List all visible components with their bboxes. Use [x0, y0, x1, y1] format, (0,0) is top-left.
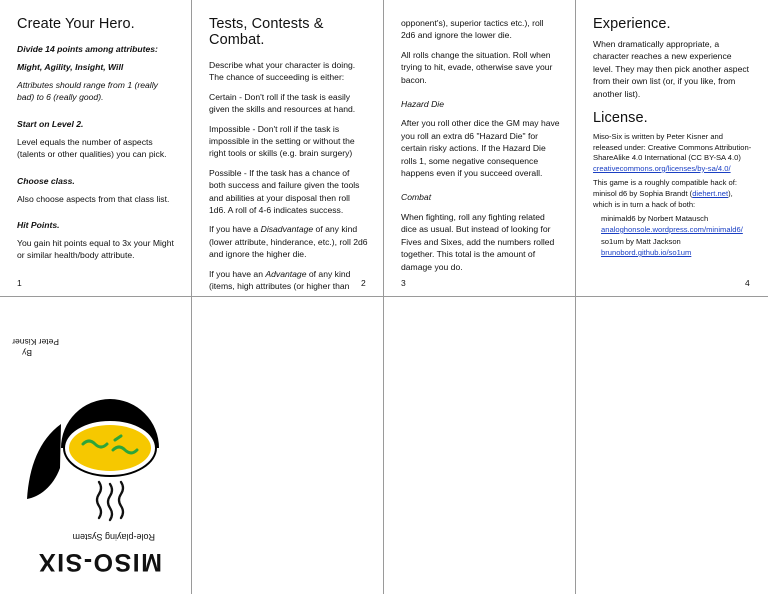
cover-title: MISO-SIX	[37, 548, 162, 576]
subheading: Hazard Die	[401, 99, 444, 110]
minimald6-link[interactable]: analoghonsole.wordpress.com/minimald6/	[601, 224, 743, 234]
paragraph: Impossible - Don't roll if the task is impossible in the setting or without the right tools or skills (e.g. brain surgery)	[209, 123, 355, 159]
license-text: Miso-Six is written by Peter Kisner and released under: Creative Commons Attribution-ShareAlike 4.0 International (CC BY-SA 4.0) creativecommons.org/licenses/by-sa/4.0/	[593, 132, 752, 173]
paragraph: When dramatically appropriate, a character reaches a new experience level. They may then pick another aspect from their own list (or, if you like, from another list).	[593, 39, 750, 99]
license-link[interactable]: creativecommons.org/licenses/by-sa/4.0/	[593, 163, 731, 173]
cover-subtitle: Role-playing System	[72, 532, 155, 542]
paragraph: Possible - If the task has a chance of both success and failure given the tools and abilities at your disposal then roll 1d6. A roll of 4-6 indicates success.	[209, 167, 360, 216]
paragraph: When fighting, roll any fighting related dice as usual. But instead of looking for Fives and Sixes, add the numbers rolled together. This total is the amount of damage you do.	[401, 211, 555, 272]
paragraph: Certain - Don't roll if the task is easily given the skills and resources at hand.	[209, 91, 356, 115]
panel-experience-license	[576, 0, 768, 296]
paragraph: Level equals the number of aspects (talents or other qualities) you can pick.	[17, 136, 167, 160]
subheading: Start on Level 2.	[17, 118, 84, 129]
page-number: 4	[745, 278, 750, 288]
page-number: 3	[401, 278, 406, 288]
diehert-link[interactable]: diehert.net	[692, 189, 729, 198]
paragraph: After you roll other dice the GM may have you roll an extra d6 "Hazard Die" for certain risky actions. If the Hazard Die rolls 1, some negative consequence happens even if you succeed overall.	[401, 118, 560, 179]
cover-panel	[0, 297, 192, 594]
paragraph: Attributes should range from 1 (really bad) to 6 (really good).	[17, 80, 158, 103]
paragraph: If you have an Advantage of any kind (items, high attributes (or higher than	[209, 268, 351, 292]
panel-heading: Experience.	[593, 16, 671, 32]
so1um-link[interactable]: brunobord.github.io/so1um	[601, 247, 692, 257]
credit-item: so1um by Matt Jackson brunobord.github.io/so1um	[601, 237, 692, 257]
attribute-list: Might, Agility, Insight, Will	[17, 62, 124, 72]
page-number: 2	[361, 278, 366, 288]
panel-heading: Tests, Contests & Combat.	[209, 16, 324, 48]
panel-heading: Create Your Hero.	[17, 16, 135, 32]
subheading: Hit Points.	[17, 220, 60, 231]
subheading: Combat	[401, 192, 432, 203]
author-name: Peter Kisner	[12, 337, 59, 347]
subheading: Divide 14 points among attributes:	[17, 44, 158, 54]
byline: By	[22, 348, 32, 358]
miso-bowl-icon	[25, 382, 165, 522]
paragraph: All rolls change the situation. Roll when trying to hit, evade, otherwise save your bacon.	[401, 49, 553, 85]
paragraph: Also choose aspects from that class list.	[17, 193, 170, 204]
paragraph: Describe what your character is doing. The chance of succeeding is either:	[209, 60, 356, 83]
paragraph: You gain hit points equal to 3x your Might or similar health/body attribute.	[17, 238, 174, 261]
paragraph: opponent's), superior tactics etc.), roll 2d6 and ignore the lower die.	[401, 18, 544, 41]
panel-tests-combat	[192, 0, 384, 296]
panel-hazard-combat	[384, 0, 576, 296]
credit-item: minimald6 by Norbert Matausch analoghonsole.wordpress.com/minimald6/	[601, 214, 743, 234]
steam-icon	[97, 482, 123, 520]
paragraph: If you have a Disadvantage of any kind (lower attribute, hinderance, etc.), roll 2d6 and ignore the higher die.	[209, 224, 368, 260]
panel-heading: License.	[593, 110, 648, 127]
panel-create-hero	[0, 0, 192, 296]
hack-credits: This game is a roughly compatible hack of: minisol d6 by Sophia Brandt (diehert.net), which is in turn a hack of both:	[593, 178, 737, 209]
subheading: Choose class.	[17, 175, 75, 186]
page-number: 1	[17, 278, 22, 288]
